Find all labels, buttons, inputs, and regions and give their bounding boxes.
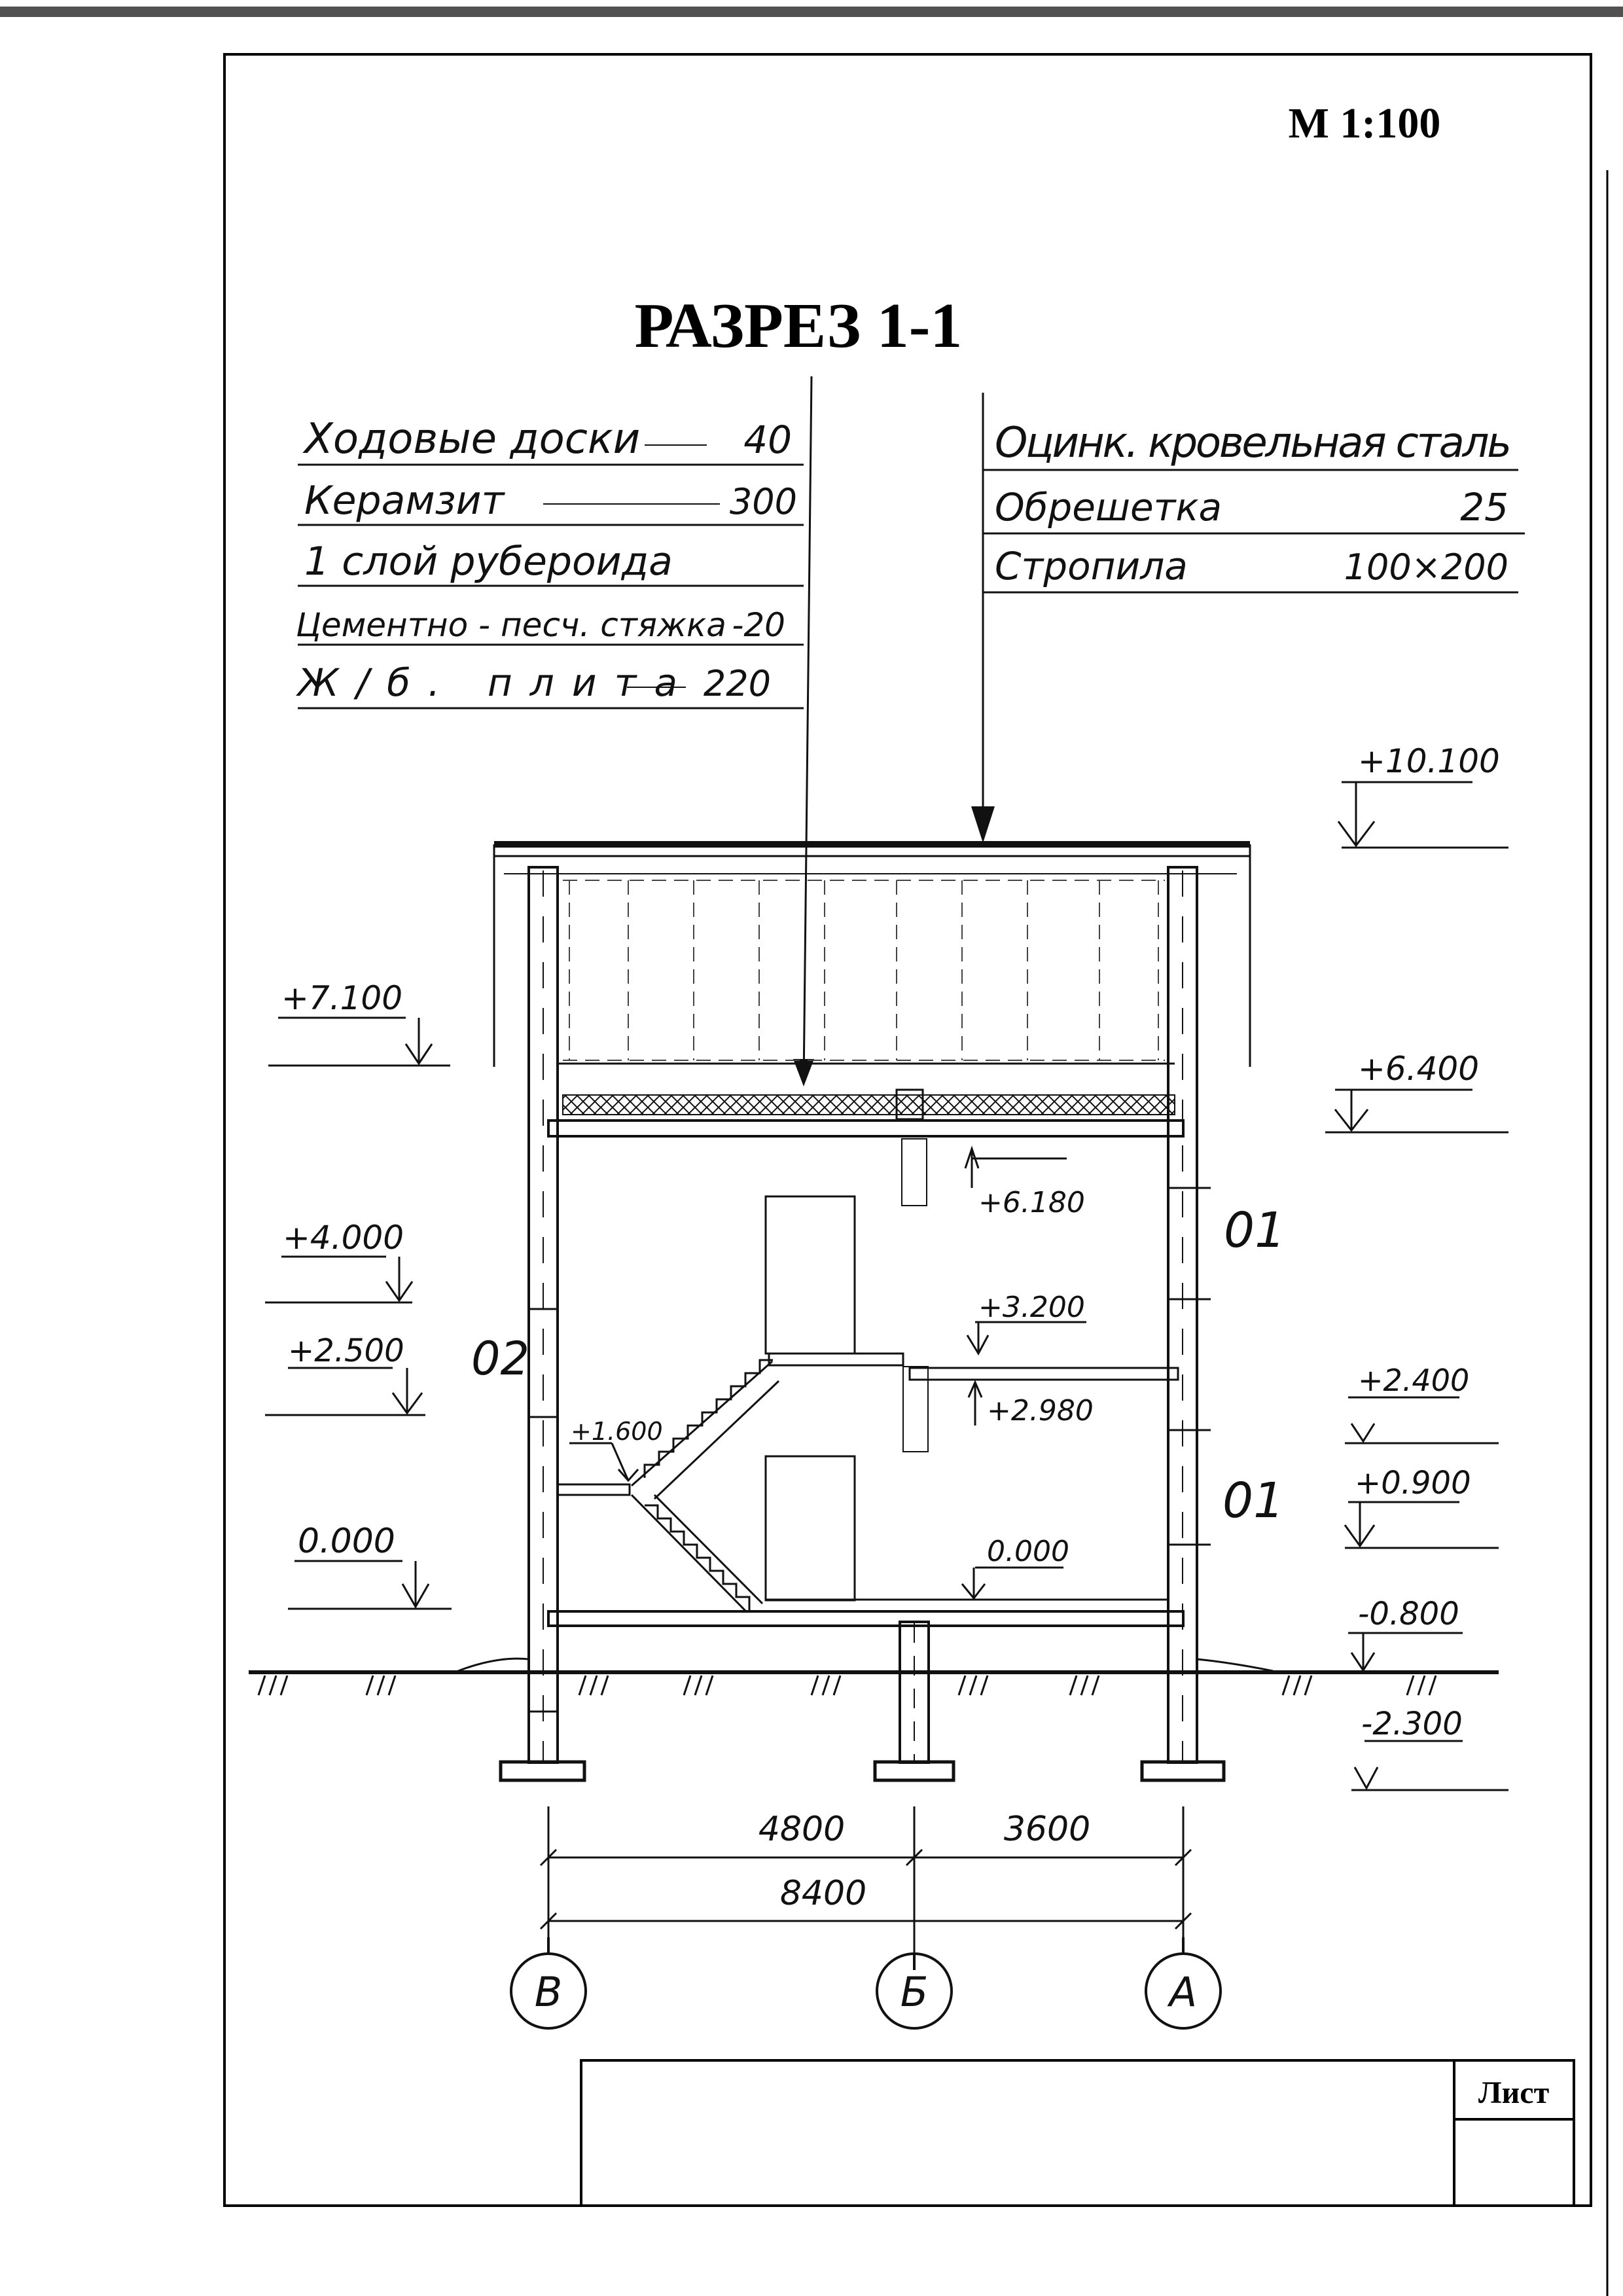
floor-layer-5-name: Ж/б. плита <box>298 660 677 705</box>
roof-layer-3-name: Стропила <box>995 544 1188 588</box>
level-left-2500: +2.500 <box>288 1333 404 1369</box>
attic-truss <box>563 880 1165 1060</box>
level-right-10100: +10.100 <box>1358 742 1500 780</box>
footing-middle <box>875 1762 954 1780</box>
slab-2980 <box>910 1368 1178 1380</box>
level-right-0900: +0.900 <box>1355 1465 1471 1501</box>
floor-layer-3-name: 1 слой рубероида <box>304 539 673 584</box>
level-marks-right <box>1325 782 1508 1790</box>
window-mark-left: 02 <box>471 1332 530 1386</box>
staircase <box>632 1360 779 1611</box>
window-mark-right-upper: 01 <box>1224 1202 1286 1259</box>
level-right-m2300: -2.300 <box>1361 1706 1463 1742</box>
level-int-1600: +1.600 <box>571 1417 663 1446</box>
landing-1600 <box>558 1484 630 1495</box>
roof-layer-2-name: Обрешетка <box>995 485 1222 529</box>
axis-label-middle: Б <box>900 1968 929 2016</box>
level-int-6180: +6.180 <box>978 1186 1085 1219</box>
floor-layer-5-value: 220 <box>703 663 771 704</box>
floor-layer-4-name: Цементно - песч. стяжка <box>296 606 726 644</box>
level-left-4000: +4.000 <box>283 1219 404 1257</box>
ground-line <box>249 1659 1499 1695</box>
vent-shaft-upper <box>902 1139 927 1206</box>
left-wall <box>529 867 558 1763</box>
level-right-2400: +2.400 <box>1358 1363 1470 1398</box>
level-right-6400: +6.400 <box>1358 1050 1480 1088</box>
title-block <box>581 2060 1574 2206</box>
level-left-0000: 0.000 <box>298 1522 395 1561</box>
level-int-0000: 0.000 <box>987 1535 1069 1568</box>
axis-label-right: А <box>1169 1968 1198 2016</box>
level-left-7100: +7.100 <box>281 979 403 1017</box>
door-upper <box>766 1196 855 1354</box>
dim-4800: 4800 <box>758 1810 846 1849</box>
floor-layer-1-name: Ходовые доски <box>304 415 641 463</box>
scale-label: М 1:100 <box>1288 99 1441 147</box>
footing-left <box>501 1762 584 1780</box>
ceiling-slab <box>548 1121 1183 1136</box>
door-lower <box>766 1456 855 1600</box>
drawing-frame <box>224 54 1591 2206</box>
roof-layer-3-value: 100×200 <box>1344 547 1508 588</box>
level-int-2980: +2.980 <box>987 1394 1094 1427</box>
ceiling-insulation <box>563 1095 1175 1115</box>
roof-layer-1-name: Оцинк. кровельная сталь <box>995 419 1512 467</box>
section-title: РАЗРЕЗ 1-1 <box>634 291 963 361</box>
window-mark-right-lower: 01 <box>1222 1473 1285 1529</box>
floor-layer-2-value: 300 <box>729 481 797 522</box>
floor-layer-4-value: -20 <box>732 606 785 644</box>
slab-3200 <box>769 1354 903 1365</box>
level-marks-left <box>265 1018 452 1609</box>
level-int-3200: +3.200 <box>978 1291 1085 1324</box>
axis-markers <box>511 1937 1221 2028</box>
building-section <box>249 844 1499 1780</box>
dim-3600: 3600 <box>1003 1810 1091 1849</box>
floor-layer-1-value: 40 <box>743 418 792 462</box>
floor-layer-2-name: Керамзит <box>304 478 505 524</box>
roof <box>494 844 1250 1067</box>
footing-right <box>1142 1762 1224 1780</box>
dim-8400: 8400 <box>779 1874 867 1913</box>
ground-floor-slab <box>548 1611 1183 1626</box>
right-wall <box>1168 867 1211 1763</box>
level-right-m0800: -0.800 <box>1358 1596 1459 1632</box>
axis-label-left: В <box>534 1968 563 2016</box>
middle-wall <box>900 1622 929 1763</box>
scan-top-edge <box>0 7 1623 17</box>
list-label: Лист <box>1478 2075 1550 2110</box>
roof-layer-2-value: 25 <box>1460 485 1508 529</box>
